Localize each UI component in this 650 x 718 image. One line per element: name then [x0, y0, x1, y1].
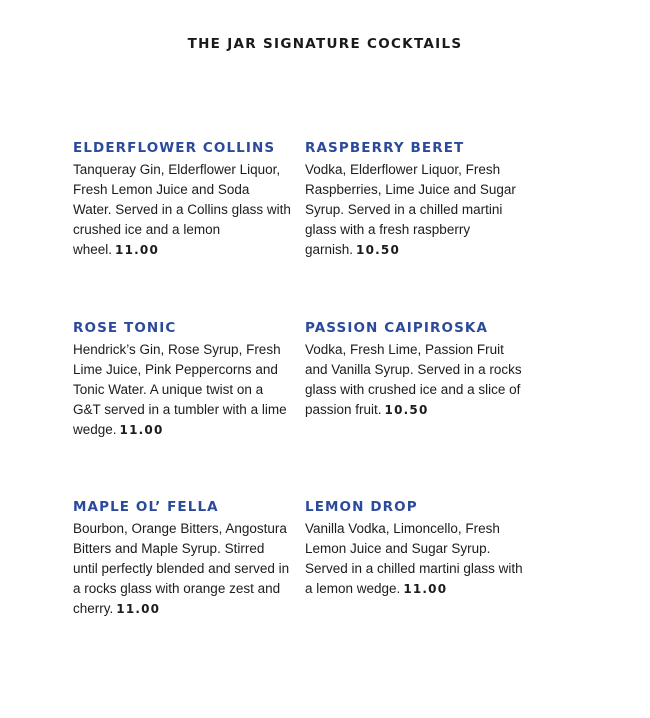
cocktail-description: Vanilla Vodka, Limoncello, Fresh Lemon Juice and Sugar Syrup. Served in a chilled martini glass with a lemon wedge. 11.00 — [305, 521, 523, 596]
cocktail-name: MAPLE OL’ FELLA — [73, 499, 219, 515]
cocktail-description: Bourbon, Orange Bitters, Angostura Bitters and Maple Syrup. Stirred until perfectly blended and served in a rocks glass with orange zest and cherry. 11.00 — [73, 521, 290, 616]
cocktail-description: Hendrick’s Gin, Rose Syrup, Fresh Lime Juice, Pink Peppercorns and Tonic Water. A unique twist on a G&T served in a tumbler with a lime wedge. 11.00 — [73, 342, 287, 437]
menu-item-maple-ol-fella — [73, 498, 291, 619]
cocktail-name: ROSE TONIC — [73, 320, 177, 336]
cocktail-name: ELDERFLOWER COLLINS — [73, 140, 276, 156]
menu-item-passion-caipiroska — [305, 319, 523, 420]
cocktail-description: Vodka, Fresh Lime, Passion Fruit and Vanilla Syrup. Served in a rocks glass with crushed ice and a slice of passion fruit. 10.50 — [305, 342, 522, 417]
menu-item-elderflower-collins — [73, 139, 291, 260]
menu-item-rose-tonic — [73, 319, 291, 440]
menu-item-lemon-drop — [305, 498, 523, 599]
cocktail-price: 11.00 — [115, 243, 159, 257]
cocktail-price: 10.50 — [356, 243, 400, 257]
cocktail-description: Tanqueray Gin, Elderflower Liquor, Fresh Lemon Juice and Soda Water. Served in a Collins glass with crushed ice and a lemon wheel. 11.00 — [73, 162, 291, 257]
cocktail-price: 10.50 — [384, 403, 429, 417]
menu-item-raspberry-beret — [305, 139, 523, 260]
page-title: THE JAR SIGNATURE COCKTAILS — [187, 36, 463, 52]
cocktail-name: LEMON DROP — [305, 499, 418, 515]
cocktail-name: RASPBERRY BERET — [305, 140, 465, 156]
cocktail-name: PASSION CAIPIROSKA — [305, 320, 489, 336]
cocktail-price: 11.00 — [119, 423, 164, 437]
cocktail-price: 11.00 — [403, 582, 448, 596]
cocktail-description: Vodka, Elderflower Liquor, Fresh Raspberries, Lime Juice and Sugar Syrup. Served in a chilled martini glass with a fresh raspberry garnish. 10.50 — [305, 162, 516, 257]
cocktail-price: 11.00 — [116, 602, 161, 616]
